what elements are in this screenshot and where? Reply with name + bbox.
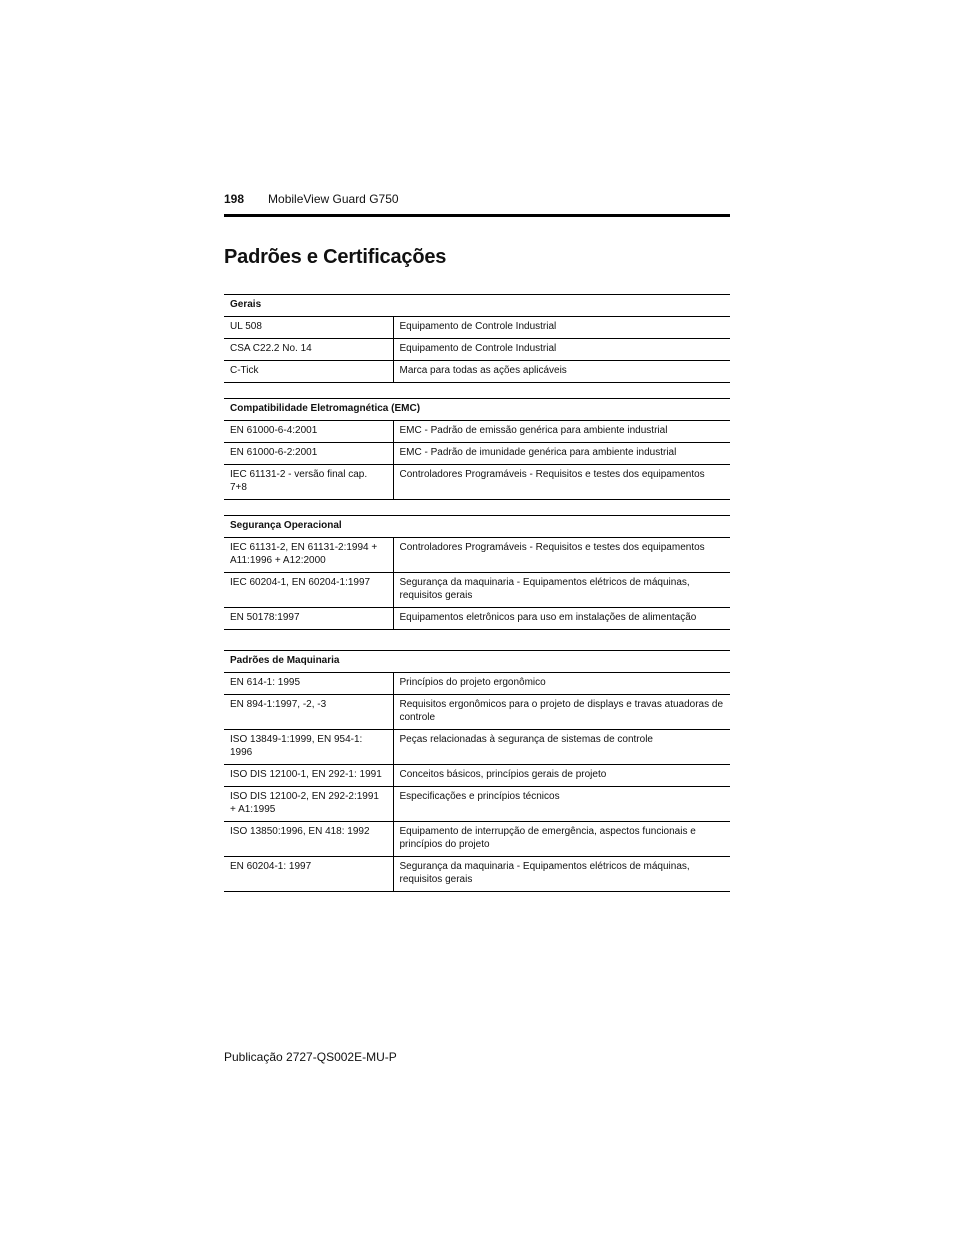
standard-code: ISO 13849-1:1999, EN 954-1: 1996 <box>224 730 393 765</box>
table-row <box>224 608 730 630</box>
page-header <box>224 192 730 206</box>
standards-tables <box>224 294 730 892</box>
standard-code: IEC 61131-2, EN 61131-2:1994 + A11:1996 + A12:2000 <box>224 538 393 573</box>
standard-description: EMC - Padrão de imunidade genérica para ambiente industrial <box>393 443 730 465</box>
standard-description: Equipamento de interrupção de emergência, aspectos funcionais e princípios do projeto <box>393 822 730 857</box>
standard-code: EN 61000-6-4:2001 <box>224 421 393 443</box>
standard-description: Marca para todas as ações aplicáveis <box>393 361 730 383</box>
table-heading: Segurança Operacional <box>224 516 730 538</box>
standard-description: Requisitos ergonômicos para o projeto de displays e travas atuadoras de controle <box>393 695 730 730</box>
standard-description: Equipamento de Controle Industrial <box>393 339 730 361</box>
table-row <box>224 465 730 500</box>
standard-code: IEC 61131-2 - versão final cap. 7+8 <box>224 465 393 500</box>
standard-description: Especificações e princípios técnicos <box>393 787 730 822</box>
standard-description: Princípios do projeto ergonômico <box>393 673 730 695</box>
standard-description: EMC - Padrão de emissão genérica para ambiente industrial <box>393 421 730 443</box>
standard-description: Equipamentos eletrônicos para uso em instalações de alimentação <box>393 608 730 630</box>
table-row <box>224 822 730 857</box>
standard-description: Conceitos básicos, princípios gerais de projeto <box>393 765 730 787</box>
table-row <box>224 339 730 361</box>
standard-description: Segurança da maquinaria - Equipamentos elétricos de máquinas, requisitos gerais <box>393 857 730 892</box>
table-heading: Compatibilidade Eletromagnética (EMC) <box>224 399 730 421</box>
table-general <box>224 294 730 383</box>
table-row <box>224 361 730 383</box>
publication-footer: Publicação 2727-QS002E-MU-P <box>224 1050 397 1064</box>
table-row <box>224 730 730 765</box>
standard-code: EN 894-1:1997, -2, -3 <box>224 695 393 730</box>
table-emc <box>224 398 730 500</box>
standard-code: EN 61000-6-2:2001 <box>224 443 393 465</box>
standard-code: IEC 60204-1, EN 60204-1:1997 <box>224 573 393 608</box>
standard-code: CSA C22.2 No. 14 <box>224 339 393 361</box>
table-row <box>224 317 730 339</box>
doc-title: MobileView Guard G750 <box>268 192 399 206</box>
table-row <box>224 695 730 730</box>
table-row <box>224 765 730 787</box>
standard-description: Peças relacionadas à segurança de sistemas de controle <box>393 730 730 765</box>
table-row <box>224 787 730 822</box>
table-row <box>224 857 730 892</box>
table-heading: Padrões de Maquinaria <box>224 651 730 673</box>
header-rule <box>224 214 730 217</box>
standard-description: Controladores Programáveis - Requisitos e testes dos equipamentos <box>393 465 730 500</box>
standard-description: Segurança da maquinaria - Equipamentos elétricos de máquinas, requisitos gerais <box>393 573 730 608</box>
standard-code: ISO DIS 12100-2, EN 292-2:1991 + A1:1995 <box>224 787 393 822</box>
standard-code: EN 614-1: 1995 <box>224 673 393 695</box>
standard-code: ISO 13850:1996, EN 418: 1992 <box>224 822 393 857</box>
standard-description: Equipamento de Controle Industrial <box>393 317 730 339</box>
table-row <box>224 538 730 573</box>
page-number: 198 <box>224 192 245 206</box>
standard-code: EN 60204-1: 1997 <box>224 857 393 892</box>
standard-code: C-Tick <box>224 361 393 383</box>
table-operational-safety <box>224 515 730 630</box>
standard-code: UL 508 <box>224 317 393 339</box>
table-row <box>224 443 730 465</box>
table-row <box>224 573 730 608</box>
standard-code: EN 50178:1997 <box>224 608 393 630</box>
table-heading: Gerais <box>224 295 730 317</box>
table-row <box>224 673 730 695</box>
table-row <box>224 421 730 443</box>
standard-code: ISO DIS 12100-1, EN 292-1: 1991 <box>224 765 393 787</box>
standard-description: Controladores Programáveis - Requisitos e testes dos equipamentos <box>393 538 730 573</box>
table-machinery-standards <box>224 650 730 892</box>
page-title: Padrões e Certificações <box>224 246 447 268</box>
